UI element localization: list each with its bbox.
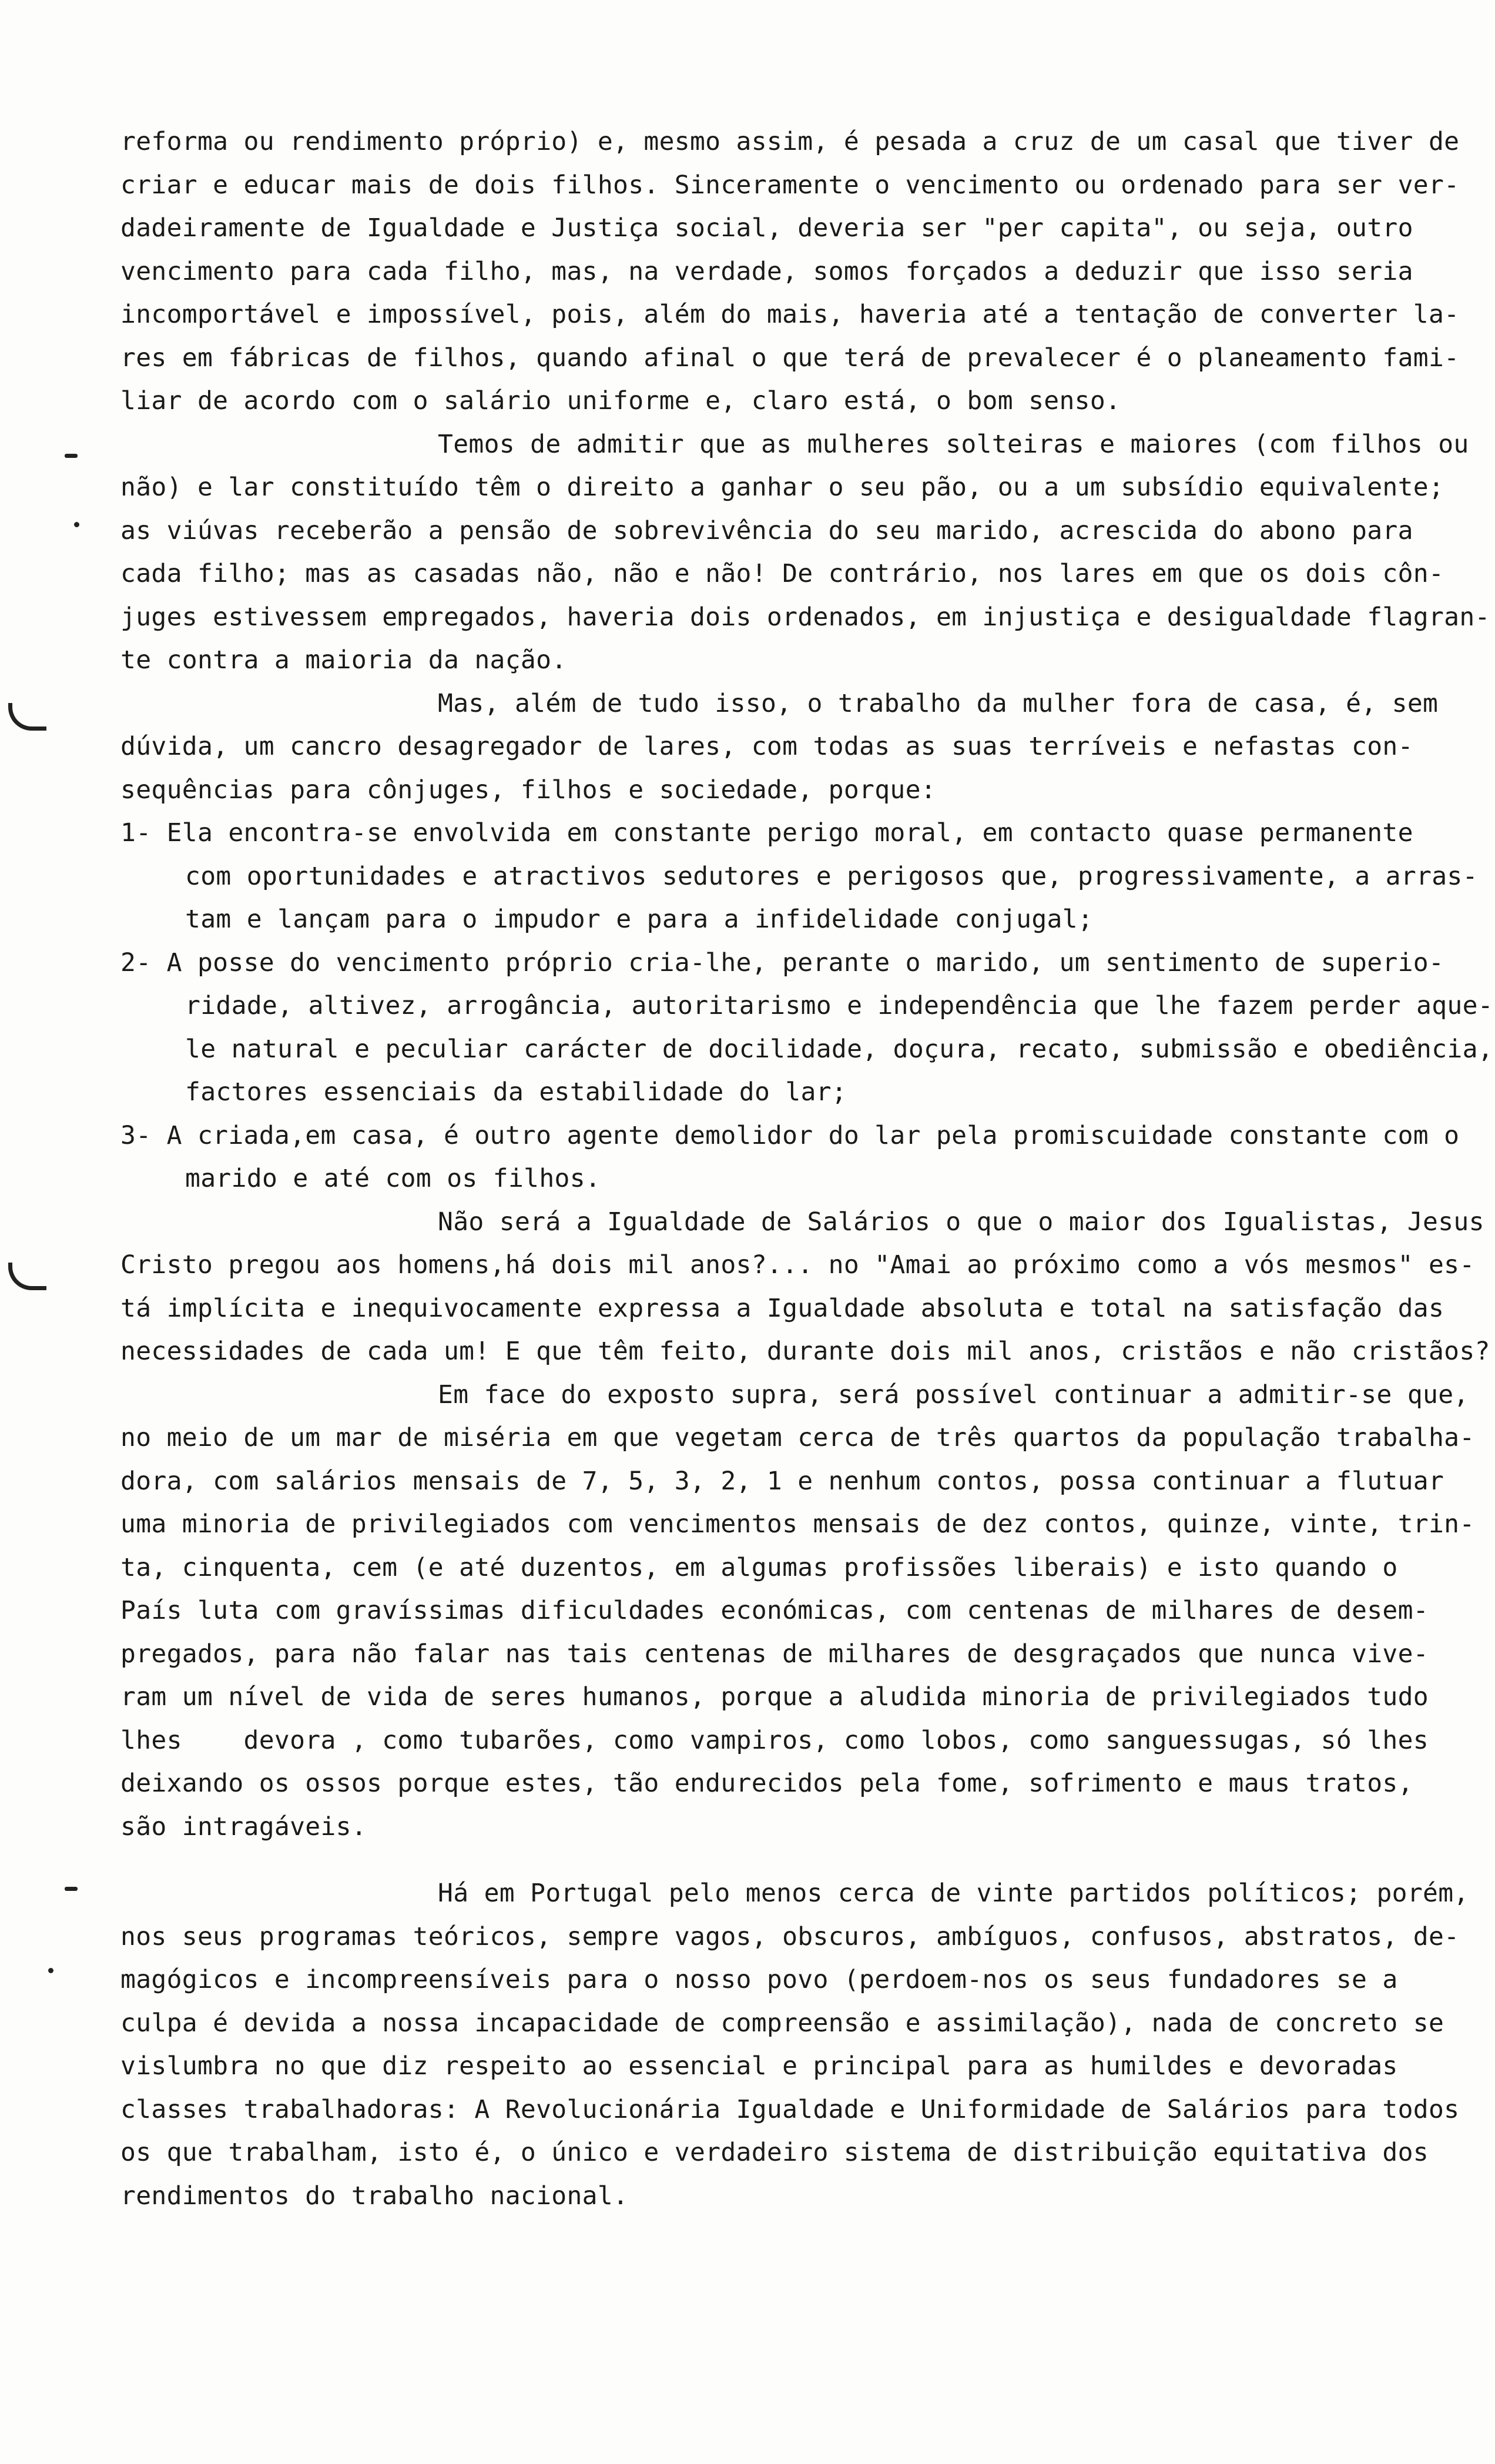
text-line: tam e lançam para o impudor e para a infidelidade conjugal; <box>185 905 1094 934</box>
text-line: Em face do exposto supra, será possível continuar a admitir-se que, <box>438 1380 1469 1410</box>
text-line: deixando os ossos porque estes, tão endurecidos pela fome, sofrimento e maus tratos, <box>120 1769 1413 1798</box>
text-line: tá implícita e inequivocamente expressa a Igualdade absoluta e total na satisfação das <box>120 1293 1444 1323</box>
margin-dash-mark <box>65 454 78 458</box>
text-line: Temos de admitir que as mulheres solteiras e maiores (com filhos ou <box>438 429 1469 459</box>
text-line: dúvida, um cancro desagregador de lares, com todas as suas terríveis e nefastas con- <box>120 732 1413 761</box>
text-line: reforma ou rendimento próprio) e, mesmo assim, é pesada a cruz de um casal que tiver de <box>120 127 1460 156</box>
text-line: te contra a maioria da nação. <box>120 645 567 675</box>
text-line: lhes devora , como tubarões, como vampiros, como lobos, como sanguessugas, só lhes <box>120 1725 1429 1755</box>
paragraph-gap <box>120 1849 1466 1872</box>
margin-hook-mark <box>8 703 46 731</box>
text-line: rendimentos do trabalho nacional. <box>120 2181 629 2211</box>
text-line: classes trabalhadoras: A Revolucionária Igualdade e Uniformidade de Salários para todos <box>120 2094 1460 2124</box>
list-item-2 <box>120 942 1493 1114</box>
list-item-3 <box>120 1114 1466 1201</box>
text-line: não) e lar constituído têm o direito a ganhar o seu pão, ou a um subsídio equivalente; <box>120 473 1444 502</box>
text-line: 2- A posse do vencimento próprio cria-lhe, perante o marido, um sentimento de superio- <box>120 948 1444 977</box>
paragraph-2 <box>120 423 1490 682</box>
paragraph-4 <box>120 1201 1490 1374</box>
text-line: 1- Ela encontra-se envolvida em constante perigo moral, em contacto quase permanente <box>120 818 1413 848</box>
text-line: pregados, para não falar nas tais centenas de milhares de desgraçados que nunca vive- <box>120 1639 1429 1669</box>
paragraph-1 <box>120 120 1466 423</box>
text-line: Mas, além de tudo isso, o trabalho da mulher fora de casa, é, sem <box>438 688 1439 718</box>
paragraph-5 <box>120 1374 1475 1849</box>
text-line: são intragáveis. <box>120 1812 367 1842</box>
text-line: factores essenciais da estabilidade do lar; <box>185 1077 847 1107</box>
text-line: res em fábricas de filhos, quando afinal o que terá de prevalecer é o planeamento fami- <box>120 343 1460 373</box>
list-item-1 <box>120 812 1478 942</box>
text-line: incomportável e impossível, pois, além do mais, haveria até a tentação de converter la- <box>120 300 1460 329</box>
text-line: vencimento para cada filho, mas, na verdade, somos forçados a deduzir que isso seria <box>120 256 1413 286</box>
text-line: Cristo pregou aos homens,há dois mil anos?... no "Amai ao próximo como a vós mesmos" es- <box>120 1250 1475 1280</box>
text-line: liar de acordo com o salário uniforme e, claro está, o bom senso. <box>120 386 1121 416</box>
text-line: com oportunidades e atractivos sedutores e perigosos que, progressivamente, a arras- <box>185 861 1478 891</box>
text-line: sequências para cônjuges, filhos e sociedade, porque: <box>120 775 936 805</box>
text-line: juges estivessem empregados, haveria dois ordenados, em injustiça e desigualdade flagran- <box>120 602 1490 632</box>
text-line: criar e educar mais de dois filhos. Sinceramente o vencimento ou ordenado para ser ver- <box>120 170 1460 200</box>
text-line: no meio de um mar de miséria em que vegetam cerca de três quartos da população trabalha- <box>120 1423 1475 1452</box>
text-line: País luta com gravíssimas dificuldades económicas, com centenas de milhares de desem- <box>120 1596 1429 1625</box>
paragraph-3 <box>120 682 1466 812</box>
margin-dash-mark <box>65 1887 78 1891</box>
text-line: uma minoria de privilegiados com vencimentos mensais de dez contos, quinze, vinte, trin- <box>120 1509 1475 1539</box>
margin-hook-mark <box>8 1263 46 1290</box>
text-line: dadeiramente de Igualdade e Justiça social, deveria ser "per capita", ou seja, outro <box>120 213 1413 243</box>
text-line: culpa é devida a nossa incapacidade de compreensão e assimilação), nada de concreto se <box>120 2008 1444 2038</box>
text-line: Não será a Igualdade de Salários o que o maior dos Igualistas, Jesus <box>438 1207 1484 1237</box>
text-line: marido e até com os filhos. <box>185 1164 601 1193</box>
paragraph-6 <box>120 1872 1469 2218</box>
text-line: necessidades de cada um! E que têm feito, durante dois mil anos, cristãos e não cristãos? <box>120 1337 1490 1366</box>
text-line: magógicos e incompreensíveis para o nosso povo (perdoem-nos os seus fundadores se a <box>120 1965 1398 1994</box>
text-line: ram um nível de vida de seres humanos, porque a aludida minoria de privilegiados tudo <box>120 1682 1429 1712</box>
text-line: 3- A criada,em casa, é outro agente demolidor do lar pela promiscuidade constante com o <box>120 1120 1460 1150</box>
text-line: dora, com salários mensais de 7, 5, 3, 2, 1 e nenhum contos, possa continuar a flutuar <box>120 1466 1444 1496</box>
text-line: as viúvas receberão a pensão de sobrevivência do seu marido, acrescida do abono para <box>120 515 1413 545</box>
text-line: nos seus programas teóricos, sempre vagos, obscuros, ambíguos, confusos, abstratos, de- <box>120 1921 1460 1951</box>
text-line: Há em Portugal pelo menos cerca de vinte partidos políticos; porém, <box>438 1879 1469 1908</box>
text-line: ridade, altivez, arrogância, autoritarismo e independência que lhe fazem perder aque- <box>185 991 1493 1020</box>
text-line: os que trabalham, isto é, o único e verdadeiro sistema de distribuição equitativa dos <box>120 2138 1429 2167</box>
document-body <box>120 120 1493 2218</box>
margin-dot-mark <box>74 522 79 527</box>
text-line: vislumbra no que diz respeito ao essencial e principal para as humildes e devoradas <box>120 2051 1398 2081</box>
text-line: le natural e peculiar carácter de docilidade, doçura, recato, submissão e obediência, <box>185 1034 1493 1064</box>
text-line: ta, cinquenta, cem (e até duzentos, em algumas profissões liberais) e isto quando o <box>120 1552 1398 1582</box>
margin-dot-mark <box>48 1968 53 1973</box>
text-line: cada filho; mas as casadas não, não e não! De contrário, nos lares em que os dois côn- <box>120 559 1444 588</box>
